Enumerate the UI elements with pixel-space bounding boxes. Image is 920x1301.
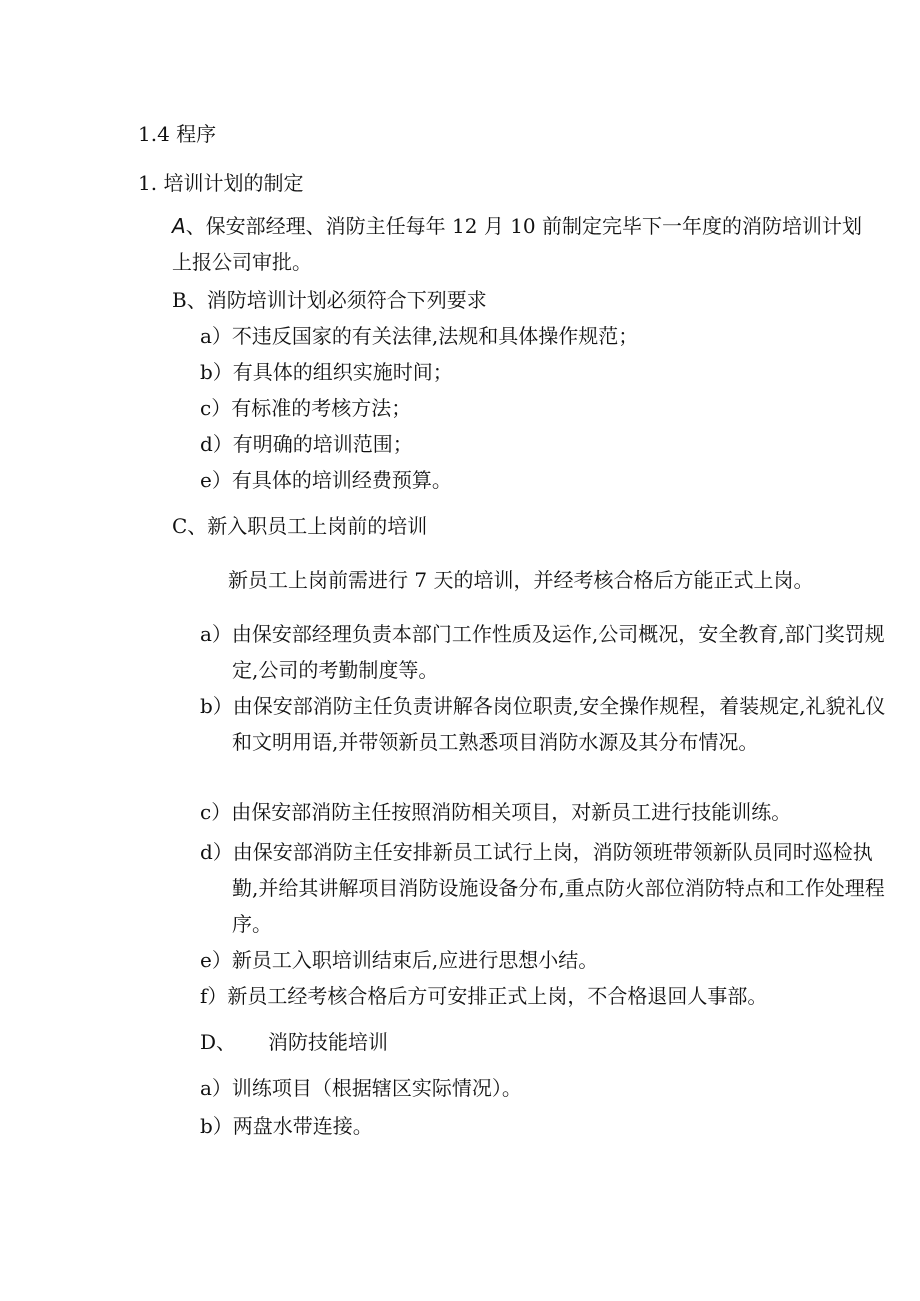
paragraph-a-text: 、保安部经理、消防主任每年 12 月 10 前制定完毕下一年度的消防培训计划上报公司审批。 xyxy=(172,214,863,274)
list-item: b）由保安部消防主任负责讲解各岗位职责,安全操作规程，着装规定,礼貌礼仪和文明用语,并带领新员工熟悉项目消防水源及其分布情况。 xyxy=(200,694,886,754)
paragraph-a-marker: A xyxy=(172,214,186,238)
list-item: b）两盘水带连接。 xyxy=(200,1114,373,1138)
list-item: e）新员工入职培训结束后,应进行思想小结。 xyxy=(200,948,599,972)
section-heading: 1.4 程序 xyxy=(138,122,217,146)
list-item: f）新员工经考核合格后方可安排正式上岗，不合格退回人事部。 xyxy=(200,984,768,1008)
paragraph-c-intro: 新员工上岗前需进行 7 天的培训，并经考核合格后方能正式上岗。 xyxy=(228,568,814,592)
list-item: d）由保安部消防主任安排新员工试行上岗，消防领班带领新队员同时巡检执勤,并给其讲解项目消防设施设备分布,重点防火部位消防特点和工作处理程序。 xyxy=(200,840,885,936)
paragraph-d-marker: D、 xyxy=(200,1030,237,1054)
list-item: c）有标准的考核方法； xyxy=(200,396,412,420)
list-item: e）有具体的培训经费预算。 xyxy=(200,468,452,492)
list-item: a）不违反国家的有关法律,法规和具体操作规范； xyxy=(200,324,639,348)
paragraph-a xyxy=(172,208,872,280)
sub-heading: 1. 培训计划的制定 xyxy=(138,171,304,195)
paragraph-b-label: B、消防培训计划必须符合下列要求 xyxy=(172,288,487,312)
paragraph-c-label: C、新入职员工上岗前的培训 xyxy=(172,514,428,538)
list-item: b）有具体的组织实施时间； xyxy=(200,360,453,384)
list-item: a）由保安部经理负责本部门工作性质及运作,公司概况，安全教育,部门奖罚规定,公司的考勤制度等。 xyxy=(200,622,885,682)
list-item: c）由保安部消防主任按照消防相关项目，对新员工进行技能训练。 xyxy=(200,800,792,824)
list-item: d）有明确的培训范围； xyxy=(200,432,413,456)
paragraph-d-label: 消防技能培训 xyxy=(268,1030,388,1054)
list-item: a）训练项目（根据辖区实际情况）。 xyxy=(200,1076,522,1100)
